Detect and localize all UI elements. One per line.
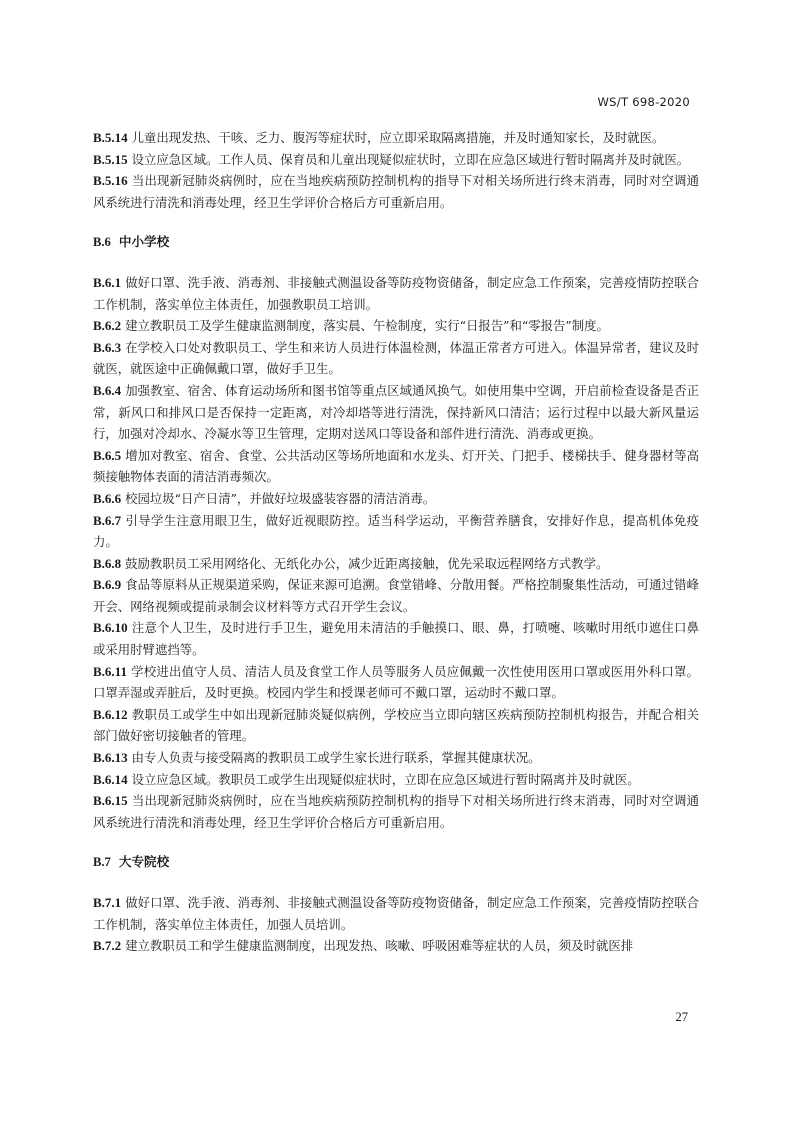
clause-text: 教职员工或学生中如出现新冠肺炎疑似病例，学校应当立即向辖区疾病预防控制机构报告，并配合相关部门做好密切接触者的管理。 — [93, 706, 700, 744]
clause-paragraph — [93, 445, 699, 488]
clause-text: 注意个人卫生，及时进行手卫生，避免用未清洁的手触摸口、眼、鼻，打喷嚏、咳嗽时用纸巾遮住口鼻或采用肘臂遮挡等。 — [93, 620, 700, 658]
clause-text: 食品等原料从正规渠道采购，保证来源可追溯。食堂错峰、分散用餐。严格控制聚集性活动，可通过错峰开会、网络视频或提前录制会议材料等方式召开学生会议。 — [93, 577, 699, 614]
clause-number: B.7.1 — [93, 895, 122, 910]
clause-text: 增加对教室、宿舍、食堂、公共活动区等场所地面和水龙头、灯开关、门把手、楼梯扶手、健身器材等高频接触物体表面的清洁消毒频次。 — [93, 447, 699, 485]
clause-number: B.6.7 — [93, 512, 122, 528]
clause-paragraph — [93, 315, 699, 337]
clause-paragraph — [93, 892, 699, 935]
clause-number: B.5.16 — [93, 173, 128, 189]
document-body — [93, 127, 699, 957]
clause-number: B.6.8 — [93, 555, 122, 571]
clause-number: B.6.3 — [93, 339, 122, 355]
section-title: 中小学校 — [118, 234, 170, 250]
section-heading — [93, 851, 699, 874]
clause-number: B.6.2 — [93, 318, 122, 334]
clause-number: B.6.9 — [93, 577, 122, 593]
clause-text: 做好口罩、洗手液、消毒剂、非接触式测温设备等防疫物资储备，制定应急工作预案，完善疫情防控联合工作机制，落实单位主体责任，加强教职员工培训。 — [93, 274, 699, 312]
clause-paragraph — [93, 127, 699, 149]
clause-number: B.5.15 — [93, 151, 128, 167]
clause-number: B.6.15 — [93, 793, 128, 809]
clause-paragraph — [93, 617, 699, 660]
clause-paragraph — [93, 337, 699, 380]
clause-text: 加强教室、宿舍、体育运动场所和图书馆等重点区域通风换气。如使用集中空调，开启前检查设备是否正常，新风口和排风口是否保持一定距离，对冷却塔等进行清洗，保持新风口清洁；运行过程中以最大新风量运行，加强对冷却水、冷凝水等卫生管理，定期对送风口等设备和部件进行清洗、消毒或更换。 — [93, 382, 699, 442]
clause-number: B.6.11 — [93, 663, 127, 679]
clause-paragraph — [93, 149, 699, 171]
clause-paragraph — [93, 661, 699, 704]
clause-text: 当出现新冠肺炎病例时，应在当地疾病预防控制机构的指导下对相关场所进行终末消毒，同时对空调通风系统进行清洗和消毒处理，经卫生学评价合格后方可重新启用。 — [93, 793, 700, 830]
clause-paragraph — [93, 704, 699, 747]
clause-number: B.6.14 — [93, 771, 128, 787]
clause-paragraph — [93, 790, 699, 833]
clause-paragraph — [93, 272, 699, 315]
clause-text: 设立应急区域。教职员工或学生出现疑似症状时，立即在应急区域进行暂时隔离并及时就医。 — [131, 771, 640, 787]
clause-text: 由专人负责与接受隔离的教职员工或学生家长进行联系，掌握其健康状况。 — [131, 750, 541, 766]
clause-text: 学校进出值守人员、清洁人员及食堂工作人员等服务人员应佩戴一次性使用医用口罩或医用外科口罩。口罩弄湿或弄脏后，及时更换。校园内学生和授课老师可不戴口罩，运动时不戴口罩。 — [93, 663, 700, 701]
clause-number: B.6.6 — [93, 490, 122, 506]
clause-text: 引导学生注意用眼卫生，做好近视眼防控。适当科学运动，平衡营养膳食，安排好作息，提高机体免疫力。 — [93, 512, 699, 550]
clause-paragraph — [93, 935, 699, 957]
clause-text: 鼓励教职员工采用网络化、无纸化办公，减少近距离接触，优先采取远程网络方式教学。 — [125, 555, 609, 571]
section-heading — [93, 231, 699, 254]
clause-text: 在学校入口处对教职员工、学生和来访人员进行体温检测，体温正常者方可进入。体温异常者，建议及时就医，就医途中正确佩戴口罩，做好手卫生。 — [93, 339, 699, 377]
clause-text: 做好口罩、洗手液、消毒剂、非接触式测温设备等防疫物资储备，制定应急工作预案，完善疫情防控联合工作机制，落实单位主体责任，加强人员培训。 — [93, 895, 699, 932]
clause-text: 建立教职员工和学生健康监测制度，出现发热、咳嗽、呼吸困难等症状的人员，须及时就医排 — [125, 938, 634, 954]
clause-text: 设立应急区域。工作人员、保育员和儿童出现疑似症状时，立即在应急区域进行暂时隔离并及时就医。 — [131, 151, 690, 167]
clause-paragraph — [93, 380, 699, 445]
clause-number: B.7.2 — [93, 938, 122, 954]
clause-number: B.6.13 — [93, 750, 128, 766]
clause-paragraph — [93, 488, 699, 510]
clause-paragraph — [93, 574, 699, 617]
clause-number: B.6.1 — [93, 274, 122, 290]
page-header-standard-code: WS/T 698-2020 — [597, 95, 690, 109]
clause-text: 儿童出现发热、干咳、乏力、腹泻等症状时，应立即采取隔离措施，并及时通知家长，及时就医。 — [131, 130, 665, 145]
clause-number: B.6.4 — [93, 382, 122, 398]
clause-paragraph — [93, 170, 699, 213]
clause-number: B.6.10 — [93, 620, 128, 636]
section-number: B.6 — [93, 235, 111, 250]
clause-paragraph — [93, 510, 699, 553]
clause-text: 建立教职员工及学生健康监测制度，落实晨、午检制度，实行“日报告”和“零报告”制度。 — [125, 318, 609, 334]
clause-number: B.6.12 — [93, 706, 128, 722]
clause-number: B.6.5 — [93, 447, 122, 463]
clause-text: 当出现新冠肺炎病例时，应在当地疾病预防控制机构的指导下对相关场所进行终末消毒，同时对空调通风系统进行清洗和消毒处理，经卫生学评价合格后方可重新启用。 — [93, 173, 700, 210]
section-title: 大专院校 — [118, 854, 170, 870]
page-number: 27 — [675, 1010, 688, 1024]
clause-paragraph — [93, 553, 699, 575]
clause-text: 校园垃圾“日产日清”，并做好垃圾盛装容器的清洁消毒。 — [125, 490, 436, 506]
clause-paragraph — [93, 769, 699, 791]
clause-paragraph — [93, 747, 699, 769]
clause-number: B.5.14 — [93, 130, 128, 145]
section-number: B.7 — [93, 855, 111, 870]
